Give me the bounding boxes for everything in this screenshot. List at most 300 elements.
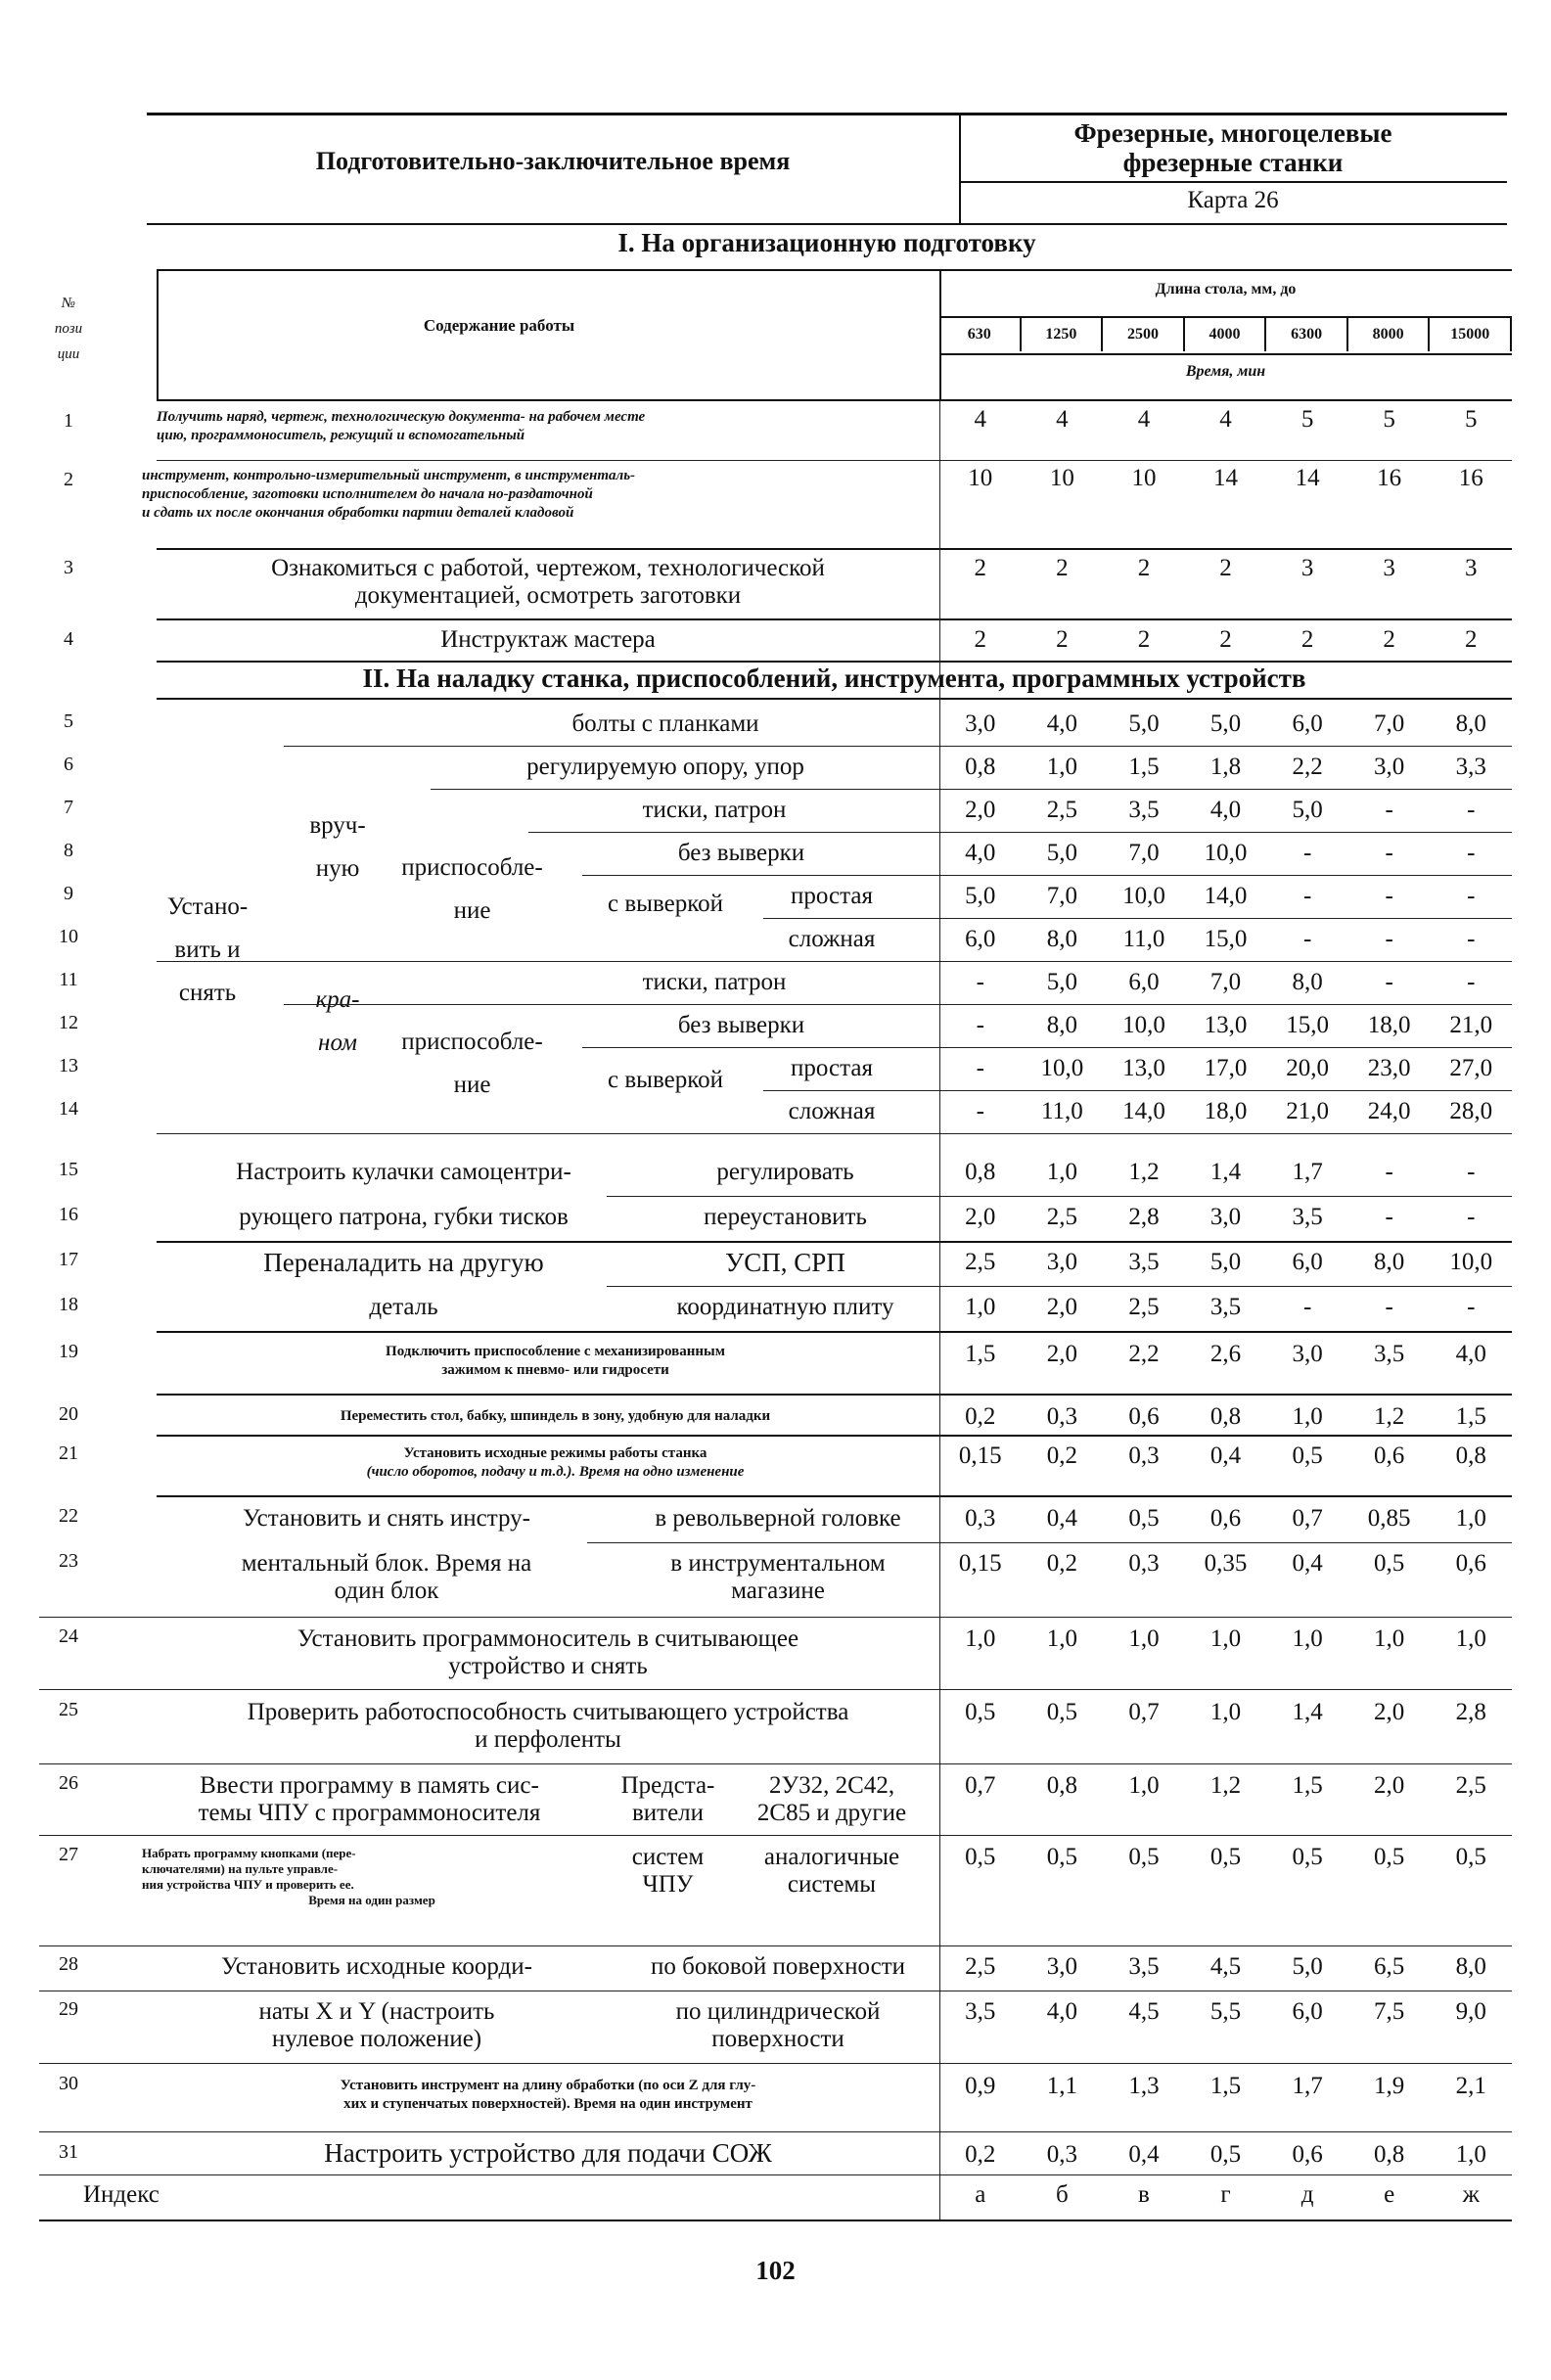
time-value: 10,0 [1122, 883, 1165, 909]
page-number: 102 [755, 2256, 796, 2285]
time-value: 5,0 [1209, 1249, 1242, 1275]
row-number: 5 [64, 710, 73, 732]
time-value: 5 [1300, 406, 1314, 433]
row-rule [587, 1542, 1512, 1543]
time-value: 0,35 [1204, 1550, 1248, 1577]
row-description [157, 1625, 939, 1680]
time-value: 21,0 [1449, 1012, 1493, 1038]
fixture-label-line: приспособле- [401, 854, 543, 881]
time-value: - [1467, 969, 1476, 995]
time-value: 23,0 [1367, 1055, 1411, 1081]
table-row [39, 1437, 1512, 1495]
time-value: 2 [1465, 626, 1478, 653]
row-text-line: хих и ступенчатых поверхностей). Время на один инструмент [343, 2096, 753, 2112]
time-value: 20,0 [1286, 1055, 1329, 1081]
row-rule [39, 1763, 1512, 1764]
time-value: - [1385, 883, 1393, 909]
time-value: 2,2 [1292, 754, 1323, 780]
time-value: 2,0 [965, 797, 996, 823]
time-value: 0,2 [965, 2141, 996, 2168]
time-value: 7,0 [1374, 710, 1405, 737]
row-right-text: координатную плиту [676, 1294, 894, 1320]
row-values [939, 1442, 1512, 1470]
time-value: 3,5 [1209, 1294, 1242, 1320]
table-length-size: 8000 [1348, 318, 1431, 351]
time-value: 17,0 [1204, 1055, 1248, 1081]
row-text-line: Набрать программу кнопками (пере- [142, 1846, 356, 1860]
time-value: 0,8 [1209, 1403, 1242, 1430]
time-value: 1,0 [1209, 1625, 1242, 1652]
header-top-rule [147, 113, 1507, 115]
row-number: 21 [59, 1442, 78, 1464]
time-value: 2,5 [965, 1249, 996, 1275]
row-text-line: Ввести программу в память сис- [200, 1772, 539, 1799]
time-value: 1,0 [1292, 1403, 1323, 1430]
time-value: 2,0 [1046, 1341, 1077, 1367]
time-value: 14 [1295, 465, 1320, 491]
row-rule [157, 1495, 1512, 1497]
time-value: 2,5 [965, 1953, 996, 1980]
index-values [939, 2181, 1512, 2209]
time-value: 0,8 [1374, 2141, 1405, 2168]
time-value: 14 [1213, 465, 1239, 491]
time-value: 0,6 [1128, 1403, 1160, 1430]
row-left-text [137, 1998, 616, 2053]
row-values [939, 626, 1512, 654]
time-value: 4,0 [965, 840, 996, 866]
table-row [39, 1544, 1512, 1613]
time-value: 4,5 [1209, 1953, 1242, 1980]
row-number: 11 [59, 969, 78, 990]
row-number: 7 [64, 797, 73, 818]
time-value: 0,9 [965, 2073, 996, 2099]
row-number: 12 [59, 1012, 78, 1033]
time-value: 0,5 [1374, 1844, 1405, 1870]
crane-align-label: с выверкой [608, 1067, 723, 1093]
row-values [939, 1012, 1512, 1039]
table-row [39, 1992, 1512, 2061]
time-value: 1,0 [1046, 754, 1077, 780]
time-value: 2 [1300, 626, 1314, 653]
time-value: 0,7 [1292, 1505, 1323, 1532]
table-length-size: 630 [939, 318, 1022, 351]
time-value: 5 [1465, 406, 1478, 433]
time-value: 3,3 [1455, 754, 1486, 780]
work-content-header: Содержание работы [423, 316, 575, 335]
row-rule [39, 2174, 1512, 2175]
row-rule [39, 1945, 1512, 1946]
time-value: 5,0 [1046, 969, 1077, 995]
row-text-line: по цилиндрической [675, 1998, 881, 2025]
time-value: 3,0 [1374, 754, 1405, 780]
time-value: 1,0 [1455, 2141, 1486, 2168]
time-value: 2,0 [1046, 1294, 1077, 1320]
row-values [939, 1699, 1512, 1726]
table-row [39, 746, 1512, 789]
row-number: 14 [59, 1098, 78, 1120]
index-row [39, 2177, 1512, 2217]
row-values [939, 1844, 1512, 1871]
row-values [939, 1505, 1512, 1533]
fixture-label-line: приспособле- [401, 1029, 543, 1055]
time-value: 0,4 [1128, 2141, 1160, 2168]
time-value: - [1467, 926, 1476, 952]
table-row [39, 1947, 1512, 1991]
time-value: б [1056, 2181, 1069, 2208]
row-number: 16 [59, 1204, 78, 1225]
time-value: 2,0 [965, 1204, 996, 1230]
time-value: 16 [1377, 465, 1402, 491]
row-rule [39, 1689, 1512, 1690]
row-values [939, 1625, 1512, 1653]
manual-label-line: ную [315, 855, 360, 882]
table-row [39, 789, 1512, 832]
time-value: 0,8 [1455, 1442, 1486, 1469]
time-value: 2,5 [1046, 797, 1077, 823]
time-value: 0,4 [1046, 1505, 1077, 1532]
time-value: 0,5 [1128, 1505, 1160, 1532]
time-value: 4,0 [1046, 1998, 1077, 2025]
time-value: 0,3 [1046, 2141, 1077, 2168]
time-value: 3,0 [1046, 1953, 1077, 1980]
time-value: в [1138, 2181, 1150, 2208]
time-value: 9,0 [1455, 1998, 1486, 2025]
install-item-label: регулируемую опору, упор [526, 754, 804, 780]
time-value: 4 [1219, 406, 1232, 433]
time-value: 1,8 [1209, 754, 1242, 780]
row-values [939, 840, 1512, 867]
time-value: 11,0 [1040, 1098, 1083, 1124]
group-label-line: снять [178, 980, 237, 1006]
row-number: 19 [59, 1341, 78, 1362]
header-right-rule [959, 181, 1507, 183]
row-right-text [616, 1550, 939, 1605]
time-value: 0,5 [1292, 1844, 1323, 1870]
manual-label-line: вруч- [309, 812, 366, 839]
time-value: 15,0 [1204, 926, 1248, 952]
row-text-line: вители [631, 1800, 705, 1826]
time-value: 0,8 [1046, 1772, 1077, 1799]
time-value: - [1302, 1294, 1312, 1320]
row-number: 24 [59, 1625, 78, 1647]
table-row [39, 1766, 1512, 1835]
row-number: 6 [64, 754, 73, 775]
time-value: - [1467, 840, 1476, 866]
time-value: 5,0 [1292, 1953, 1323, 1980]
table-row [39, 1620, 1512, 1688]
time-value: 10 [968, 465, 993, 491]
time-value: 5,5 [1209, 1998, 1242, 2025]
card-number: Карта 26 [1187, 187, 1279, 213]
time-value: 2,5 [1128, 1294, 1160, 1320]
time-value: - [1302, 926, 1312, 952]
row-values [939, 1159, 1512, 1186]
table-row [39, 703, 1512, 746]
time-value: 1,9 [1374, 2073, 1405, 2099]
row-right-text [616, 1998, 939, 2053]
row-description [157, 408, 930, 445]
row-rule [157, 1133, 1512, 1134]
time-value: 6,0 [965, 926, 996, 952]
time-value: 2 [1137, 626, 1151, 653]
row-values [939, 969, 1512, 996]
row-values [939, 406, 1512, 434]
time-value: 4 [1137, 406, 1151, 433]
row-description: Переместить стол, бабку, шпиндель в зону, удобную для наладки [340, 1408, 771, 1424]
row-values [939, 926, 1512, 953]
time-value: 1,4 [1209, 1159, 1242, 1185]
time-value: 14,0 [1204, 883, 1248, 909]
time-value: 3,0 [965, 710, 996, 737]
row-left-text: Установить и снять инстру- [242, 1505, 531, 1532]
row-right-text [724, 1772, 939, 1827]
time-value: 6,0 [1292, 710, 1323, 737]
time-value: 0,5 [1046, 1844, 1077, 1870]
time-value: 1,1 [1046, 2073, 1077, 2099]
row-values [939, 797, 1512, 824]
table-row [39, 961, 1512, 1004]
install-item-label: без выверки [677, 840, 805, 866]
time-value: 0,5 [1128, 1844, 1160, 1870]
table-row [39, 1047, 1512, 1090]
time-value: - [1385, 1204, 1393, 1230]
row-description [171, 1444, 939, 1482]
row-number: 1 [64, 410, 73, 432]
time-value: 10 [1049, 465, 1074, 491]
time-value: - [1467, 1159, 1476, 1185]
time-value: ж [1462, 2181, 1480, 2208]
section-1-title: I. На организационную подготовку [617, 228, 1036, 257]
row-number: 3 [64, 557, 73, 578]
time-value: 0,5 [965, 1844, 996, 1870]
time-value: 2,0 [1374, 1772, 1405, 1799]
time-value: 7,0 [1128, 840, 1160, 866]
time-value: 1,0 [1046, 1625, 1077, 1652]
table-row [39, 875, 1512, 918]
machine-type-title [959, 118, 1507, 177]
row-rule [39, 1835, 1512, 1836]
time-value: - [976, 969, 984, 995]
row-number: 4 [64, 628, 73, 650]
row-values [939, 1204, 1512, 1231]
table-row [39, 624, 1512, 660]
values-divider [939, 401, 940, 2220]
row-right-text: переустановить [704, 1204, 867, 1230]
time-value: 2,6 [1209, 1341, 1242, 1367]
install-item-label: без выверки [677, 1012, 805, 1038]
table-row [39, 2135, 1512, 2174]
install-item-label: сложная [788, 926, 876, 952]
time-value: - [976, 1098, 984, 1124]
row-text-line: в инструментальном [670, 1550, 886, 1577]
row-text-line: системы [787, 1871, 877, 1898]
table-row [39, 1153, 1512, 1196]
time-value: 2 [1056, 555, 1069, 581]
table-row [39, 1840, 1512, 1947]
row-values [939, 1550, 1512, 1578]
time-value: 14,0 [1122, 1098, 1165, 1124]
install-item-label: простая [791, 883, 873, 909]
table-length-size: 1250 [1022, 318, 1104, 351]
row-values [939, 1249, 1512, 1276]
time-value: - [1385, 969, 1393, 995]
install-item-label: тиски, патрон [642, 797, 787, 823]
row-number: 18 [59, 1294, 78, 1315]
row-values [939, 1953, 1512, 1981]
time-value: 3 [1300, 555, 1314, 581]
time-value: 0,2 [1046, 1442, 1077, 1469]
time-value: 1,5 [965, 1341, 996, 1367]
time-value: 2,2 [1128, 1341, 1160, 1367]
table-row [39, 1499, 1512, 1542]
table-length-size: 4000 [1185, 318, 1267, 351]
time-value: 18,0 [1204, 1098, 1248, 1124]
time-value: 0,2 [965, 1403, 996, 1430]
row-right-text: по боковой поверхности [650, 1953, 906, 1980]
num-header-line-3: ции [57, 346, 80, 362]
table-row [39, 1198, 1512, 1241]
time-value: 27,0 [1449, 1055, 1493, 1081]
row-text-line: зажимом к пневмо- или гидросети [441, 1362, 669, 1378]
row-mid-text [616, 1772, 719, 1827]
colhdr-bottom-rule [157, 399, 1512, 401]
row-values [939, 1998, 1512, 2026]
time-value: 0,2 [1046, 1550, 1077, 1577]
time-value: 8,0 [1046, 1012, 1077, 1038]
time-value: 3,5 [1374, 1341, 1405, 1367]
row-right-text: регулировать [716, 1159, 854, 1185]
time-value: - [1385, 1159, 1393, 1185]
time-value: - [1385, 1294, 1393, 1320]
row-text-line: Установить инструмент на длину обработки (по оси Z для глу- [340, 2078, 756, 2093]
time-value: 2 [1056, 626, 1069, 653]
time-value: 5,0 [1046, 840, 1077, 866]
time-value: - [1385, 926, 1393, 952]
row-left-text [122, 1772, 616, 1827]
group-label-line: Устано- [166, 893, 249, 920]
row-number: 23 [59, 1550, 78, 1572]
row-rule [157, 661, 1512, 663]
row-text-line: нулевое положение) [271, 2026, 482, 2052]
time-value: 2 [1383, 626, 1395, 653]
time-value: 1,7 [1292, 1159, 1323, 1185]
row-right-text: в револьверной головке [655, 1505, 901, 1532]
row-rule [157, 618, 1512, 620]
row-rule [607, 1286, 1512, 1287]
time-value: 2,5 [1046, 1204, 1077, 1230]
time-value: 28,0 [1449, 1098, 1493, 1124]
time-value: 4,0 [1455, 1341, 1486, 1367]
time-value: - [976, 1055, 984, 1081]
time-value: е [1384, 2181, 1395, 2208]
colhdr-sizes-bottom [939, 353, 1512, 355]
time-value: 0,5 [1046, 1699, 1077, 1725]
row-description: Настроить устройство для подачи СОЖ [324, 2138, 772, 2168]
row-text-line: 2С85 и другие [756, 1800, 907, 1826]
row-values [939, 1403, 1512, 1431]
row-number: 20 [59, 1403, 78, 1425]
time-value: 7,5 [1374, 1998, 1405, 2025]
time-value: 0,3 [965, 1505, 996, 1532]
time-value: - [1385, 797, 1393, 823]
time-value: 13,0 [1204, 1012, 1248, 1038]
time-value: 10,0 [1204, 840, 1248, 866]
row-text-line: Ознакомиться с работой, чертежом, технологической [271, 555, 825, 581]
row-rule [607, 1196, 1512, 1197]
time-value: 13,0 [1122, 1055, 1165, 1081]
row-left-text [142, 1846, 602, 1908]
table-row [39, 1090, 1512, 1133]
time-value: 4 [974, 406, 987, 433]
time-value: 0,5 [965, 1699, 996, 1725]
time-value: 6,5 [1374, 1953, 1405, 1980]
time-value: 1,0 [965, 1625, 996, 1652]
time-value: 1,5 [1128, 754, 1160, 780]
time-value: 2,1 [1455, 2073, 1486, 2099]
row-number: 27 [59, 1844, 78, 1865]
time-value: 0,8 [965, 1159, 996, 1185]
time-value: 8,0 [1455, 1953, 1486, 1980]
row-description [171, 1343, 939, 1380]
time-value: 1,0 [1374, 1625, 1405, 1652]
time-value: 1,0 [1455, 1505, 1486, 1532]
table-row [39, 553, 1512, 617]
row-rule [39, 2063, 1512, 2064]
num-header-line-1: № [61, 296, 76, 311]
table-row [39, 1288, 1512, 1331]
time-value: 2,0 [1374, 1699, 1405, 1725]
time-value: 3 [1383, 555, 1395, 581]
section-2-title: II. На наладку станка, приспособлений, инструмента, программных устройств [362, 664, 1306, 693]
time-value: 5,0 [1292, 797, 1323, 823]
time-value: 0,5 [1374, 1550, 1405, 1577]
time-value: 1,2 [1374, 1403, 1405, 1430]
row-number: 8 [64, 840, 73, 861]
row-text-line: приспособление, заготовки исполнителем до начала но-раздаточной [142, 486, 593, 502]
time-value: 3,5 [965, 1998, 996, 2025]
row-text-line: Проверить работоспособность считывающего устройства [247, 1699, 849, 1725]
row-values [939, 1341, 1512, 1368]
time-value: 2 [974, 555, 987, 581]
row-text-line: наты X и Y (настроить [258, 1998, 495, 2025]
table-length-size: 6300 [1266, 318, 1348, 351]
time-value: 0,6 [1374, 1442, 1405, 1469]
time-value: 1,0 [965, 1294, 996, 1320]
time-value: 2,5 [1455, 1772, 1486, 1799]
row-text-line: и сдать их после окончания обработки партии деталей кладовой [142, 505, 574, 521]
group-label-line: вить и [174, 937, 241, 963]
time-value: 7,0 [1209, 969, 1242, 995]
time-value: 16 [1458, 465, 1483, 491]
row-text-line: 2У32, 2С42, [768, 1772, 895, 1799]
install-item-label: тиски, патрон [642, 969, 787, 995]
time-value: 7,0 [1046, 883, 1077, 909]
time-value: 3,0 [1292, 1341, 1323, 1367]
time-value: 24,0 [1367, 1098, 1411, 1124]
colhdr-top-rule [157, 269, 1512, 271]
time-value: - [976, 1012, 984, 1038]
row-text-line: ния устройства ЧПУ и проверить ее. [142, 1877, 354, 1892]
time-value: 1,0 [1128, 1625, 1160, 1652]
row-text-line: аналогичные [763, 1844, 900, 1870]
time-value: 1,0 [1046, 1159, 1077, 1185]
row-values [939, 710, 1512, 738]
row-number: 30 [59, 2073, 78, 2094]
row-text-line: магазине [731, 1578, 825, 1604]
time-value: 1,2 [1209, 1772, 1242, 1799]
table-row [39, 465, 1512, 543]
row-text-line: Получить наряд, чертеж, технологическую документа- на рабочем месте [157, 409, 646, 425]
